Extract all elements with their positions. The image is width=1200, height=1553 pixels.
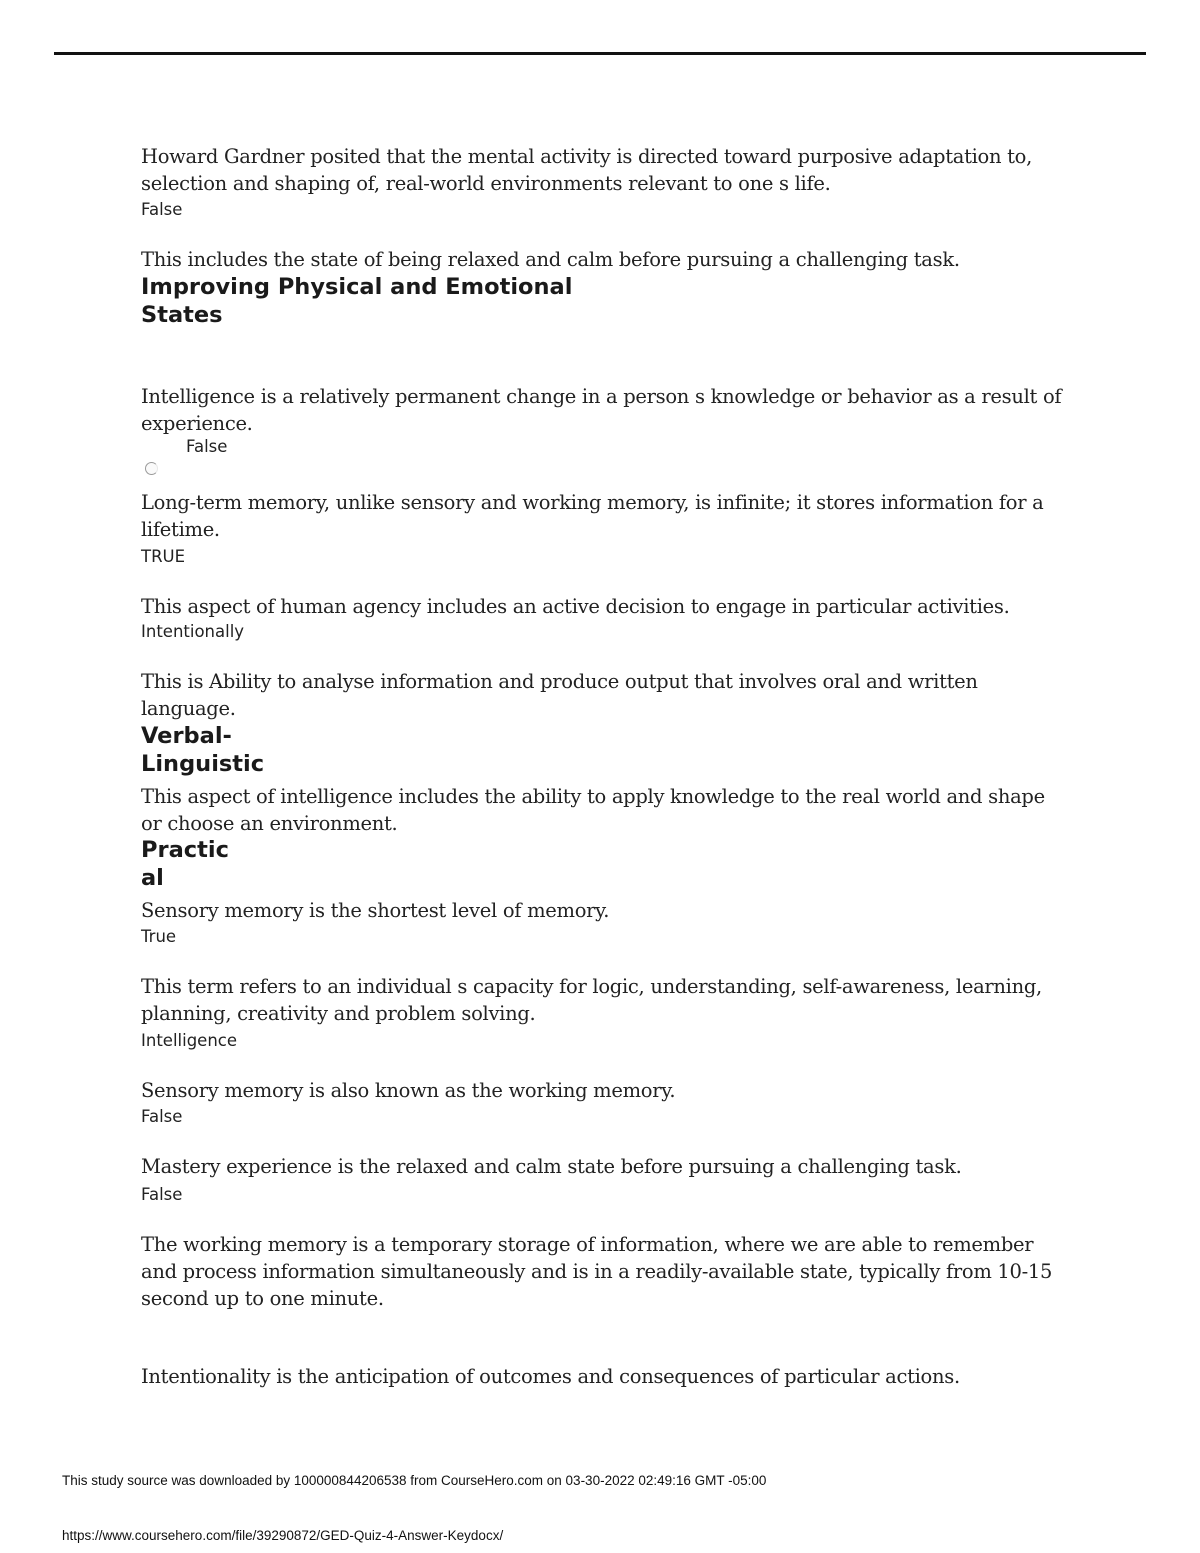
- question-text: Sensory memory is also known as the working memory.: [141, 1079, 676, 1102]
- answer-text: Intelligence: [141, 1031, 238, 1050]
- question-text: This aspect of human agency includes an active decision to engage in particular activities.: [141, 595, 1010, 618]
- question-text: Long-term memory, unlike sensory and working memory, is infinite; it stores information for a lifetime.: [141, 491, 1044, 541]
- answer-text: False: [186, 437, 228, 456]
- question-text: This term refers to an individual s capacity for logic, understanding, self-awareness, learning, planning, creativity and problem solving.: [141, 975, 1042, 1025]
- source-url[interactable]: https://www.coursehero.com/file/39290872/GED-Quiz-4-Answer-Keydocx/: [62, 1528, 504, 1543]
- answer-heading: Linguistic: [141, 751, 265, 777]
- question-text: Sensory memory is the shortest level of memory.: [141, 899, 610, 922]
- top-rule: [54, 52, 1146, 55]
- answer-heading: Verbal-: [141, 723, 232, 749]
- answer-text: True: [141, 927, 177, 946]
- question-text: This includes the state of being relaxed and calm before pursuing a challenging task.: [141, 248, 960, 271]
- radio-button[interactable]: [145, 462, 158, 475]
- question-text: Howard Gardner posited that the mental activity is directed toward purposive adaptation to, selection and shaping of, real-world environments relevant to one s life.: [141, 145, 1033, 195]
- answer-text: False: [141, 200, 183, 219]
- answer-text: Intentionally: [141, 622, 245, 641]
- source-note: This study source was downloaded by 100000844206538 from CourseHero.com on 03-30-2022 02:49:16 GMT -05:00: [62, 1473, 767, 1488]
- answer-heading: Practic: [141, 837, 229, 863]
- question-text: Mastery experience is the relaxed and calm state before pursuing a challenging task.: [141, 1155, 962, 1178]
- question-text: This aspect of intelligence includes the ability to apply knowledge to the real world and shape or choose an environment.: [141, 785, 1045, 835]
- question-text: Intentionality is the anticipation of outcomes and consequences of particular actions.: [141, 1365, 960, 1388]
- question-text: The working memory is a temporary storage of information, where we are able to remember and process information simultaneously and is in a readily-available state, typically from 10-15 second up to one minute.: [141, 1233, 1053, 1310]
- answer-text: False: [141, 1107, 183, 1126]
- answer-heading: Improving Physical and Emotional: [141, 274, 573, 300]
- question-text: Intelligence is a relatively permanent change in a person s knowledge or behavior as a result of experience.: [141, 385, 1062, 435]
- answer-heading: States: [141, 302, 223, 328]
- answer-text: False: [141, 1185, 183, 1204]
- question-text: This is Ability to analyse information and produce output that involves oral and written language.: [141, 670, 978, 720]
- answer-heading: al: [141, 865, 164, 891]
- answer-text: TRUE: [141, 547, 186, 566]
